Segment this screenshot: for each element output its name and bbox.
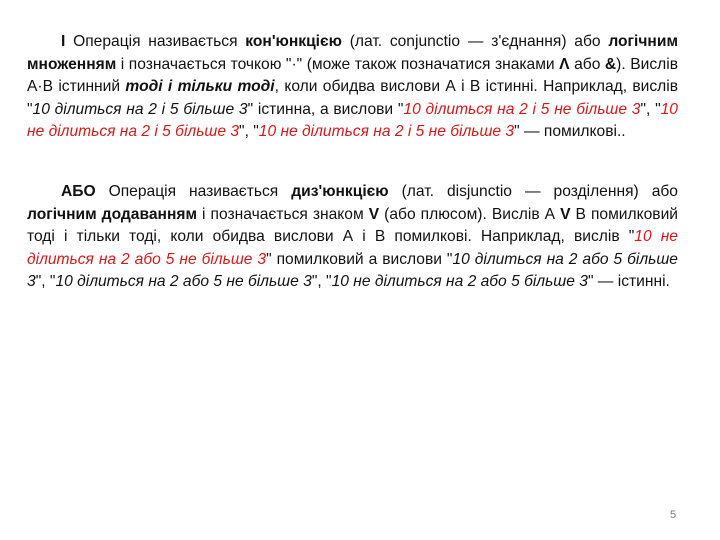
text: (або плюсом). Вислів А xyxy=(379,205,561,223)
text: (лат. conjunctio — з'єднання) або xyxy=(341,33,609,50)
text: " помилковий а вислови " xyxy=(266,250,453,268)
text: або xyxy=(569,55,605,73)
text: ", " xyxy=(35,273,56,290)
text: ). Вислів А·В істинний xyxy=(27,55,678,95)
text: ", " xyxy=(311,273,332,290)
symbol-or: V xyxy=(368,205,380,223)
symbol-ampersand: & xyxy=(604,55,617,73)
text: В помилковий тоді і тільки тоді, коли обидва вислови А і В помилкові. Наприклад, вислів " xyxy=(27,205,678,245)
example-false: 10 не ділиться на 2 або 5 не більше 3 xyxy=(27,228,678,268)
example-true: 10 ділиться на 2 або 5 не більше 3 xyxy=(55,273,312,290)
heading-or: АБО xyxy=(61,183,96,200)
text: ", " xyxy=(239,123,259,140)
heading-and: І xyxy=(61,33,66,50)
paragraph-disjunction xyxy=(27,181,678,294)
symbol-and: Λ xyxy=(559,55,570,73)
symbol-or: V xyxy=(560,205,571,223)
term-logical-addition: логічним додаванням xyxy=(27,205,197,223)
text: " істинна, а вислови " xyxy=(247,100,404,118)
term-logical-multiplication: логічним множенням xyxy=(27,33,678,73)
term-disjunction: диз'юнкцією xyxy=(291,183,389,200)
example-false: 10 ділиться на 2 і 5 не більше 3 xyxy=(403,100,641,118)
text: і позначається знаком xyxy=(197,205,369,223)
text: , коли обидва вислови А і В істинні. Наприклад, вислів " xyxy=(27,78,679,118)
text: (лат. disjunctio — розділення) або xyxy=(388,183,678,200)
example-true: 10 ділиться на 2 або 5 більше 3 xyxy=(27,250,678,290)
example-true: 10 ділиться на 2 і 5 більше 3 xyxy=(32,100,248,118)
paragraph-conjunction xyxy=(27,31,678,144)
example-false: 10 не ділиться на 2 і 5 більше 3 xyxy=(27,100,678,140)
text: Операція називається xyxy=(95,183,292,200)
term-conjunction: кон'юнкцією xyxy=(245,33,342,50)
text: Операція називається xyxy=(65,33,246,50)
example-true: 10 не ділиться на 2 або 5 більше 3 xyxy=(331,273,588,290)
text: " — помилкові.. xyxy=(514,123,626,140)
text: і позначається точкою "·" (може також позначатися знаками xyxy=(116,55,560,73)
page-number: 5 xyxy=(669,509,677,521)
emphasis-if-and-only-if: тоді і тільки тоді xyxy=(125,78,275,95)
example-false: 10 не ділиться на 2 і 5 не більше 3 xyxy=(258,123,515,140)
text: ", " xyxy=(640,100,661,118)
text: " — істинні. xyxy=(587,273,670,290)
